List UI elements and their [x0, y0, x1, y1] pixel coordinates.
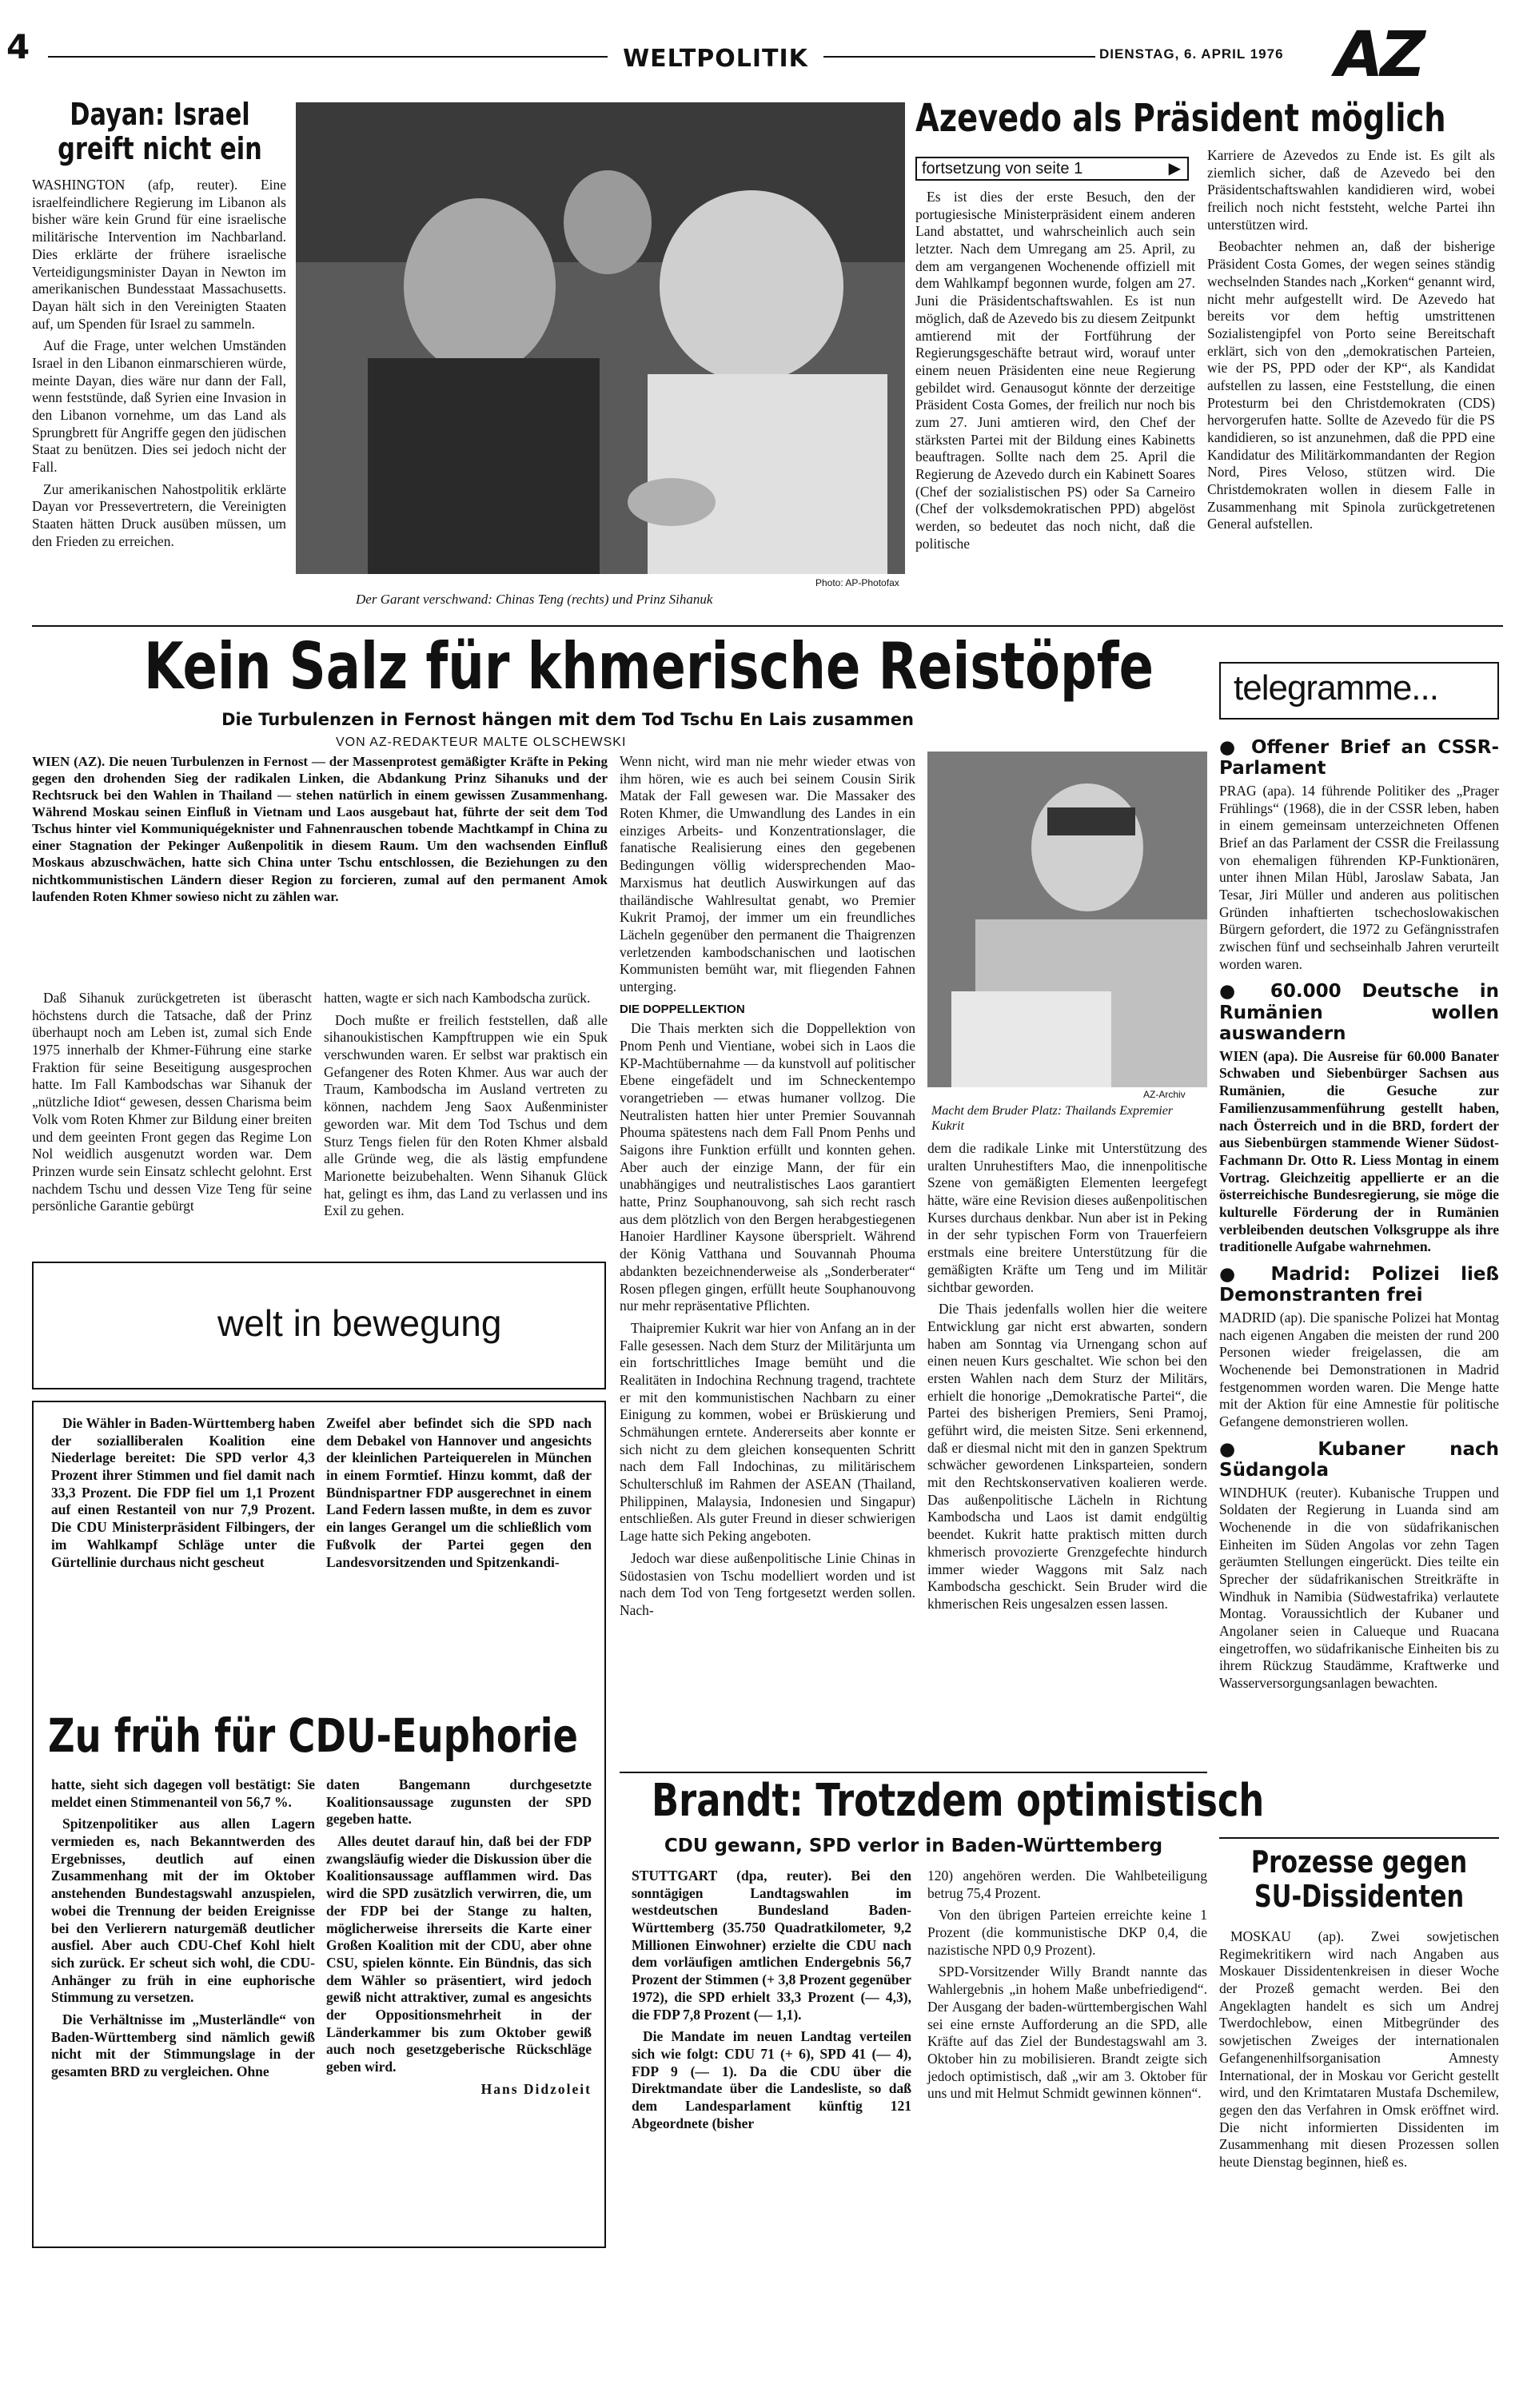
azevedo-paragraph: Beobachter nehmen an, daß der bisherige Präsident Costa Gomes, der wegen seines ständig wechselnden Standes nach „Korken“ genannt wird, nicht mehr aufgestellt wird. De Azevedo hat bereits vor dem heftig umstrittenen Sozialistengipfel von Porto seine Bereitschaft erklärt, sich von den „demokratischen Parteien, wie der PS, PPD oder der KP“, als Kandidat aufstellen zu lassen, eine Feststellung, die einen Protesturm bei den Christdemokraten (CDS) hervorgerufen hatte. Sollte de Azevedo für die PS kandidieren, so ist anzunehmen, daß die PPD eine Kandidatur des Militärkommandanten der Region Nord, Pires Veloso, stützen wird. Die Christdemokraten wollen in diesem Falle in Zusammenhang mit Spinola zurückgetretenen General aufstellen.: [1207, 238, 1495, 532]
azevedo-col1: [915, 189, 1195, 557]
photo-teng-sihanuk-image: [296, 102, 905, 574]
telegramme-item-body: WINDHUK (reuter). Kubanische Truppen und Soldaten der Regierung in Luanda sind am Wochenende in die von südafrikanischen Einheiten im Süden Angolas vor zehn Tagen geräumten Stellungen eingerückt. Dies teilte ein Sprecher der südafrikanischen Streitkräfte in Windhuk in Namibia (Südwestafrika) verlautete Montag. Voraussichtlich der Kubaner und Angolaner seien in Calueque und Ruacana eingetroffen, wo südafrikanische Einheiten bis zu ihrem Rückzug Staudämme, Kraftwerke und Wasserversorgungsanlagen bewachten.: [1219, 1484, 1499, 1692]
welt-col2b: [326, 1776, 592, 2098]
prozesse-body: [1219, 1928, 1499, 2176]
azevedo-headline: Azevedo als Präsident möglich: [915, 96, 1446, 141]
welt-signature: Hans Didzoleit: [480, 2080, 592, 2097]
bullet-icon: ●: [1219, 981, 1270, 1003]
brandt-paragraph: SPD-Vorsitzender Willy Brandt nannte das Wahlergebnis „in hohem Maße unbefriedigend“. Der Ausgang der baden-württembergischen Wahl sei eine ernste Aufforderung an die SPD, alle Kräfte auf das Ziel der Bundestagswahl am 3. Oktober hin zu mobilisieren. Brandt zeigte sich jedoch optimistisch, daß „wir am 3. Oktober für uns und mit Helmut Schmidt gewinnen können“.: [927, 1963, 1207, 2102]
khmer-col4: [927, 1140, 1207, 1618]
khmer-paragraph: Daß Sihanuk zurückgetreten ist überascht höchstens durch die Tatsache, daß der Prinz überhaupt noch am Leben ist, zumal sich Ende 1975 innerhalb der Khmer-Führung eine starke Fraktion für seine Beseitigung ausgesprochen hatte. Im Fall Kambodschas war Sihanuk der „nützliche Idiot“ gewesen, dessen Charisma beim Volk vom Roten Khmer zur Bildung einer breiten und dem geeinten Front gegen das Regime Lon Nol weidlich ausgenutzt worden war. Dem Prinzen wurde sein Einsatz schlecht gelohnt. Erst nachdem Tschu und dessen Vize Teng für seine persönliche Garantie gebürgt: [32, 990, 312, 1214]
masthead-rule-left: [48, 56, 608, 58]
welt-paragraph: Spitzenpolitiker aus allen Lagern vermieden es, nach Bekanntwerden des Ergebnisses, deutlich auf einen Zusammenhang mit der im Oktober anstehenden Bundestagswahl anzuspielen, wobei die Trennung der beiden Ereignisse bei den Verlierern naturgemäß deutlicher ausfiel. Aber auch CDU-Chef Kohl hielt sich zurück. Er scheut sich wohl, die CDU-Anhänger zu früh in eine euphorische Stimmung zu versetzen.: [51, 1816, 315, 2006]
khmer-section-head: DIE DOPPELLEKTION: [620, 1002, 745, 1016]
brandt-headline: Brandt: Trotzdem optimistisch: [652, 1775, 1265, 1827]
khmer-paragraph: Doch mußte er freilich feststellen, daß alle sihanoukistischen Kampftruppen wie ein Spuk verschwunden waren. Er selbst war praktisch ein Gefangener des Roten Khmer. Aus war auch der Traum, Kambodscha im Ausland vertreten zu können, nachdem Jeng Saox Außenminister geworden war. Mit dem Tod Tschus und dem Sturz Tengs fielen für den Roten Khmer alsbald alle Gründe weg, die als lästig empfundene Marionette beizubehalten. Wenn Sihanuk Glück hat, gelingt es ihm, das Land zu verlassen und ins Exil zu gehen.: [324, 1011, 608, 1219]
khmer-headline: Kein Salz für khmerische Reistöpfe: [144, 629, 1154, 704]
photo-top-caption: Der Garant verschwand: Chinas Teng (rechts) und Prinz Sihanuk: [356, 592, 713, 607]
divider-brandt: [620, 1772, 1207, 1773]
photo-kukrit-image: [927, 752, 1207, 1087]
telegramme-item-body: WIEN (apa). Die Ausreise für 60.000 Banater Schwaben und Siebenbürger Sachsen aus Rumänien, die Gesuche zur Familienzusammenführung gestellt haben, nach Österreich und in die BRD, fordert der aus Siebenbürgen stammende Wiener Südost-Fachmann Dr. Otto R. Liess Montag in einem Vortrag. Gleichzeitig appellierte er an die österreichische Bundesregierung, sie möge die kulturelle Förderung der in Rumänien verbleibenden deutschen Volksgruppe als ihre traditionelle Aufgabe wahrnehmen.: [1219, 1047, 1499, 1255]
brandt-subheadline: CDU gewann, SPD verlor in Baden-Württemberg: [664, 1836, 1163, 1856]
azevedo-continuation: [915, 157, 1189, 181]
welt-paragraph: Die Verhältnisse im „Musterländle“ von Baden-Württemberg sind nämlich gewiß nicht mit der Stimmungslage in der gesamten BRD zu vergleichen. Ohne: [51, 2011, 315, 2079]
khmer-col2: [324, 990, 608, 1225]
az-logo: AZ: [1335, 19, 1422, 91]
khmer-paragraph: dem die radikale Linke mit Unterstützung des uralten Unruhestifters Mao, die innenpolitische Szene von gemäßigten Elementen leergefegt hätte, wäre eine Revision dieses außenpolitischen Kurses durchaus denkbar. Nun aber ist in Peking in der sehr typischen Form von Trauerfeiern erstmals eine breitere Unterstützung für die gemäßigten Kräfte um Teng und im Militär sichtbar geworden.: [927, 1140, 1207, 1295]
welt-col2: [326, 1415, 592, 1576]
continuation-label: fortsetzung von seite 1: [922, 160, 1083, 177]
khmer-col1: [32, 990, 312, 1220]
telegramme-list: [1219, 729, 1499, 1697]
bullet-icon: ●: [1219, 1438, 1318, 1460]
telegramme-title: telegramme...: [1234, 668, 1438, 708]
welt-paragraph: Zweifel aber befindet sich die SPD nach dem Debakel von Hannover und angesichts der kleinlichen Parteiquerelen in München in einem Formtief. Hinzu kommt, daß der Bündnispartner FDP ausgerechnet in einem Land Federn lassen mußte, in dem es zuvor ein langes Gerangel um die schließlich vom Fußvolk der Partei gegen den Landesvorsitzenden und Spitzenkandi-: [326, 1415, 592, 1570]
azevedo-paragraph: Es ist dies der erste Besuch, den der portugiesische Ministerpräsident einem anderen Land abstattet, und wahrscheinlich auch sein letzter. Nach dem Umregang am 25. April, zu dem am vergangenen Wochenende offiziell mit dem Wahlkampf begonnen wurde, folgen am 27. Juni die Präsidentschaftswahlen. Es ist nun möglich, daß de Azevedo bis zu diesem Zeitpunkt amtierend mit der Fortführung der Regierungsgeschäfte betraut wird, worauf unter einem neuen Präsidenten eine neue Regierung gebildet wird. Genausogut könnte der derzeitige Präsident Costa Gomes, der freilich nur noch bis zum 27. Juni amtieren wird, den Chef der stärksten Partei mit der Bildung eines Kabinetts beauftragen. Sollte nach dem 25. April die Regierung de Azevedo durch ein Kabinett Soares (Chef der sozialistischen PS) oder Sa Carneiro (Chef der volksdemokratischen PPD) abgelöst werden, so bedeutet das noch nicht, daß die politische: [915, 189, 1195, 552]
azevedo-col2: [1207, 147, 1495, 538]
brandt-col1: [632, 1868, 911, 2137]
divider-top: [32, 625, 1503, 627]
brandt-paragraph: STUTTGART (dpa, reuter). Bei den sonntägigen Landtagswahlen im westdeutschen Bundesland Baden-Württemberg (35.750 Quadratkilometer, 9,2 Millionen Einwohner) erzielte die CDU nach dem vorläufigen amtlichen Endergebnis 56,7 Prozent der Stimmen (+ 3,8 Prozent gegenüber 1972), die SPD erhielt 33,3 Prozent (— 4,3), die FDP 7,8 Prozent (— 1,1).: [632, 1868, 911, 2023]
khmer-paragraph: Jedoch war diese außenpolitische Linie Chinas in Südostasien von Tschu modelliert worden und ist nach dem Tod von Teng fortgesetzt werden sollen. Nach-: [620, 1549, 915, 1618]
khmer-col3: [620, 753, 915, 1625]
dayan-paragraph: Zur amerikanischen Nahostpolitik erklärte Dayan vor Pressevertretern, die Vereinigten Staaten hätten Druck ausüben müssen, um den Frieden zu erreichen.: [32, 480, 286, 549]
khmer-paragraph: Die Thais merkten sich die Doppellektion von Pnom Penh und Vientiane, wobei sich in Laos die KP-Machtübernahme — da kunstvoll auf politischer Ebene eingefädelt und im Schneckentempo vorangetrieben — etwas humaner vollzog. Die Neutralisten hatten hier unter Premier Souvannah Phouma spätestens nach dem Fall Pnom Penhs und Saigons ihre Funktion erfüllt und konnten gehen. Aber auch der einzige Mann, der für ein unabhängiges und neutralistisches Laos garantiert hatte, Prinz Souphanouvong, sah sich recht rasch aus dem plötzlich von den Bergen herabgestiegenen Hanoier Hardliner Kaysone übersprielt. Während der König Vatthana und Souvannah Phouma abdankten bezeichnenderweise als „Sonderberater“ Rosen pflegen gingen, erfüllt heute Souphanouvong nur mehr repräsentative Pflichten.: [620, 1020, 915, 1314]
brandt-col2: [927, 1868, 1207, 2107]
khmer-lead: WIEN (AZ). Die neuen Turbulenzen in Fernost — der Massenprotest gemäßigter Kräfte in Peking gegen den drohenden Sieg der radikalen Linken, die Abdankung Prinz Sihanuks und der Rechtsruck bei den Wahlen in Thailand — stehen natürlich in einem gewissen Zusammenhang. Während Moskau seinen Einfluß in Vietnam und Laos ausgebaut hat, führte der seit dem Tod Tschus hinter viel Kommuniquégeknister und Fahnenrauschen tobende Machtkampf in China zu einer Stagnation der Pekinger Außenpolitik in diesem Raum. Um den wachsenden Einfluß Moskaus abzuschwächen, hatte sich China unter Tschu entschlossen, die Beziehungen zu den nichtkommunistischen Ländern dieser Region zu forcieren, zumal auf den permanent Amok laufenden Roten Khmer sowieso nicht zu zählen war.: [32, 754, 608, 904]
welt-col1b: [51, 1776, 315, 2086]
telegramme-header: [1219, 662, 1499, 720]
welt-col1: [51, 1415, 315, 1576]
dayan-article: [32, 98, 286, 556]
welt-paragraph: Alles deutet darauf hin, daß bei der FDP zwangsläufig wieder die Diskussion über die Koalitionsaussage aufflammen wird. Das wird die SPD zusätzlich verwirren, die, um der FDP bei der Stange zu halten, möglicherweise ihrerseits die Karte einer Großen Koalition mit der CDU, aber ohne CSU, spielen könnte. Ein Bündnis, das sich dem Wähler so präsentiert, wird jedoch gewiß nicht attraktiver, zumal es angesichts der Oppositionsmehrheit in der Länderkammer bis zum Oktober gewiß auch noch gesetzgeberische Rückschläge geben wird.: [326, 1833, 592, 2075]
welt-title: welt in bewegung: [217, 1302, 502, 1344]
khmer-subheadline: Die Turbulenzen in Fernost hängen mit dem Tod Tschu En Lais zusammen: [221, 710, 914, 729]
dayan-paragraph: Auf die Frage, unter welchen Umständen Israel in den Libanon einmarschieren würde, meinte Dayan, dies wäre nur dann der Fall, wenn feststünde, daß Syrien eine Invasion in den Libanon vornehme, um das Land als Sprungbrett für Angriffe gegen den jüdischen Staat zu benützen. Dies sei jedoch nicht der Fall.: [32, 337, 286, 476]
dayan-headline: Dayan: Israel greift nicht ein: [58, 97, 262, 166]
telegramme-item-body: PRAG (apa). 14 führende Politiker des „Prager Frühlings“ (1968), die in der CSSR leben, haben in einem gemeinsam unterzeichneten Offenen Brief an das Parlament der CSSR die Freilassung von ehemaligen führenden KP-Funktionären, unter ihnen Milan Hübl, Jaroslaw Sabata, Jan Tesar, Jiri Müller und anderen aus politischen Gründen inhaftierten tschechoslowakischen Bürgern gefordert, die 1972 zu Gefängnisstrafen zwischen fünf und sechseinhalb Jahren verurteilt worden waren.: [1219, 782, 1499, 972]
welt-header: [32, 1262, 606, 1389]
khmer-byline: VON AZ-REDAKTEUR MALTE OLSCHEWSKI: [336, 736, 627, 749]
brandt-paragraph: Von den übrigen Parteien erreichte keine 1 Prozent (die kommunistische DKP 0,4, die nazistische NPD 0,9 Prozent).: [927, 1907, 1207, 1958]
divider-prozesse: [1219, 1837, 1499, 1839]
telegramme-item-title: ● Offener Brief an CSSR-Parlament: [1219, 737, 1499, 779]
dayan-body: [32, 177, 286, 550]
khmer-paragraph: Thaipremier Kukrit war hier von Anfang an in der Falle gesessen. Nach dem Sturz der Militärjunta um ein fortschrittliches Image bemüht und die Realitäten in Indochina Rechnung tragend, trachtete er mit den kommunistischen Nachbarn zu einer Einigung zu kommen, wobei er Brüskierung und Schmähungen erntete. Andererseits aber konnte er sich nicht zu dem gleichen konsequenten Schritt nach dem Fall Indochinas, zu militärischem Schulterschluß im Rahmen der ASEAN (Thailand, Philippinen, Malaysia, Indonesien und Singapur) entschließen. Als guter Freund in dieser schwierigen Lage hatte sich Peking angeboten.: [620, 1319, 915, 1545]
bullet-icon: ●: [1219, 737, 1252, 758]
telegramme-item-title: ● Kubaner nach Südangola: [1219, 1438, 1499, 1481]
photo-top-credit: Photo: AP-Photofax: [815, 577, 899, 588]
brandt-paragraph: 120) angehören werden. Die Wahlbeteiligung betrug 75,4 Prozent.: [927, 1868, 1207, 1901]
prozesse-paragraph: MOSKAU (ap). Zwei sowjetischen Regimekritikern wird nach Angaben aus Moskauer Dissidentenkreisen in dieser Woche der Prozeß gemacht werden. Bei den Angeklagten handelt es sich um Andrej Twerdochlebow, einen Mitbegründer des sowjetischen Zweiges der internationalen Gefangenenhilfsorganisation Amnesty International, der in Moskau vor Gericht gestellt wird, und den Krimtataren Mustafa Dschemilew, gegen den das Verfahren in Omsk eröffnet wird. Die nicht informierten Dissidenten im Zusammenhang mit diesen Prozessen sollen heute Dienstag beginnen, hieß es.: [1219, 1928, 1499, 2170]
photo-kukrit: [927, 752, 1207, 1087]
khmer-paragraph: Wenn nicht, wird man nie mehr wieder etwas von ihm hören, wie es auch bei seinem Cousin Sirik Matak der Fall gewesen war. Die Massaker des Roten Khmer, die Umwandlung des Landes in ein einziges Arbeits- und Konzentrationslager, die fanatische Realisierung eines den gegebenen Bedingungen völlig widersprechenden Mao-Marxismus hat deutlich Auswirkungen auf das thailändische Wahlresultat genabt, wo Premier Kukrit Pramoj, der immer um ein freundliches Lächeln gegenüber den permanent die Thaigrenzen verletzenden kambodschanischen und laotischen Kommunisten bemüht war, mit fliegenden Fahnen unterging.: [620, 753, 915, 995]
khmer-paragraph: hatten, wagte er sich nach Kambodscha zurück.: [324, 990, 591, 1006]
telegramme-item-title: ● Madrid: Polizei ließ Demonstranten frei: [1219, 1264, 1499, 1306]
prozesse-headline: Prozesse gegen SU-Dissidenten: [1250, 1844, 1468, 1914]
page-number: 4: [6, 27, 30, 66]
arrow-right-icon: ▶: [1168, 160, 1181, 177]
bullet-icon: ●: [1219, 1264, 1271, 1285]
masthead-rule-right: [823, 56, 1095, 58]
photo-kukrit-caption: Macht dem Bruder Platz: Thailands Expremier Kukrit: [931, 1104, 1174, 1134]
telegramme-item-title: ● 60.000 Deutsche in Rumänien wollen auswandern: [1219, 981, 1499, 1045]
brandt-paragraph: Die Mandate im neuen Landtag verteilen sich wie folgt: CDU 71 (+ 6), SPD 41 (— 4), FDP 9 (— 1). Da die CDU über die Direktmandate über die Landesliste, so daß dem Landesparlament künftig 121 Abgeordnete (bisher: [632, 2028, 911, 2131]
photo-teng-sihanuk: [296, 102, 905, 574]
section-title: WELTPOLITIK: [623, 45, 808, 73]
welt-paragraph: daten Bangemann durchgesetzte Koalitionsaussage zugunsten der SPD gegeben hatte.: [326, 1776, 592, 1828]
khmer-paragraph: Die Thais jedenfalls wollen hier die weitere Entwicklung gar nicht erst abwarten, sondern haben am Sonntag via Urnengang schon auf einen neuen Kurs geschaltet. Wie schon bei den ersten Wahlen nach dem Sturz der Militärs, erhielt die honorige „Demokratische Partei“, die Partei des bisherigen Premiers, Seni Pramoj, geführt wird, die meisten Sitze. Seni erkennend, daß er diesmal nicht mit den in ganzen Spektrum schwächer gewordenen Linksparteien, sondern mit den Rechtskonservativen koalieren werde. Das außenpolitische Lächeln in Richtung Kambodscha und Laos ist damit endgültig beendet. Kukrit hatte praktisch mitten durch khmerisch provozierte Grenzgefechte hindurch immer wieder Waggons mit Salz nach Kambodscha geschickt. Sein Bruder wird die khmerischen Reis ungesalzen essen lassen.: [927, 1301, 1207, 1612]
issue-date: DIENSTAG, 6. APRIL 1976: [1099, 46, 1284, 62]
photo-kukrit-credit: AZ-Archiv: [1143, 1089, 1186, 1100]
telegramme-item-body: MADRID (ap). Die spanische Polizei hat Montag nach eigenen Angaben die meisten der rund 200 Personen wieder freigelassen, die am Wochenende bei Demonstrationen in Madrid festgenommen worden waren. Die Menge hatte mit der Aktion für eine Amnestie für politische Gefangene demonstrieren wollen.: [1219, 1309, 1499, 1429]
azevedo-paragraph: Karriere de Azevedos zu Ende ist. Es gilt als ziemlich sicher, daß de Azevedo bei den Präsidentschaftswahlen kandidieren wird, wobei freilich noch nicht feststeht, welche Partei ihn unterstützen wird.: [1207, 147, 1495, 233]
welt-paragraph: Die Wähler in Baden-Württemberg haben der sozialliberalen Koalition eine Niederlage bereitet: Die SPD verlor 4,3 Prozent ihrer Stimmen und fiel damit nach 33,3 Prozent. Die FDP fiel um 1,1 Prozent auf einen Restanteil von nur 7,9 Prozent. Die CDU Ministerpräsident Filbingers, der im Wahlkampf Schläge unter die Gürtellinie durchaus nicht gescheut: [51, 1415, 315, 1570]
dayan-paragraph: WASHINGTON (afp, reuter). Eine israelfeindlichere Regierung im Libanon als bisher wäre kein Grund für eine israelische militärische Intervention im Nachbarland. Dies erklärte der frühere israelische Verteidigungsminister Dayan in Newton im amerikanischen Bundesstaat Massachusetts. Dayan hält sich in den Vereinigten Staaten auf, um Spenden für Israel zu sammeln.: [32, 177, 286, 332]
welt-headline: Zu früh für CDU-Euphorie: [48, 1708, 578, 1763]
welt-paragraph: hatte, sieht sich dagegen voll bestätigt: Sie meldet einen Stimmenanteil von 56,7 %.: [51, 1776, 315, 1810]
